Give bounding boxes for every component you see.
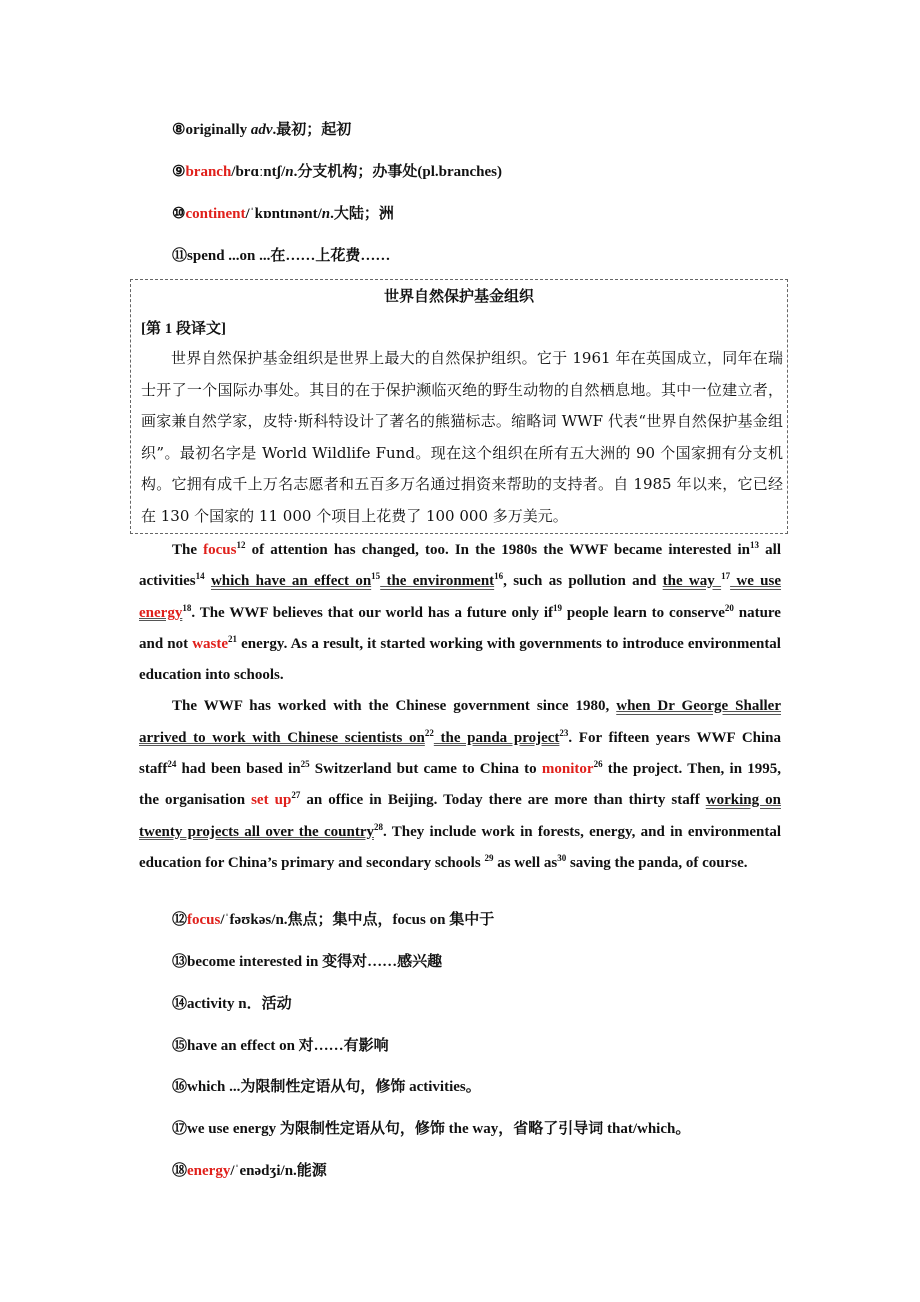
text-run: as well as (493, 854, 558, 871)
text-run: ⑱ (172, 1163, 188, 1179)
passage-paragraph-2 (139, 691, 781, 879)
text-run: working on twenty projects all over the country (139, 792, 781, 840)
footnote-marker: 23 (559, 727, 569, 738)
text-run: waste (192, 635, 229, 652)
text-run: the environment (380, 573, 495, 590)
text-run: /ˈkɒntɪnənt/ (245, 206, 322, 222)
text-run: the project. Then, in 1995, the organisation (139, 761, 781, 809)
footnote-marker: 17 (721, 571, 731, 582)
text-run: which ...为限制性定语从句，修饰 activities。 (187, 1079, 481, 1095)
footnote-marker: 16 (494, 571, 504, 582)
footnote-marker: 30 (557, 852, 567, 863)
text-run: monitor (541, 761, 594, 778)
text-run: energy (187, 1163, 231, 1179)
note-11 (172, 244, 390, 265)
text-run: n (285, 164, 294, 180)
text-run: /ˈfəʊkəs/n.焦点；集中点，focus on 集中于 (220, 912, 495, 928)
text-run: ⑫ (172, 912, 188, 928)
text-run: . They include work in forests, energy, and in environmental education for China’s primary and secondary schools (139, 823, 781, 871)
text-run: ⑨ (172, 164, 186, 180)
text-run: continent (185, 206, 246, 222)
text-run: an office in Beijing. Today there are more than thirty staff (300, 792, 706, 809)
text-run: we use (730, 573, 782, 590)
box-heading: [第 1 段译文] (141, 321, 226, 337)
footnote-marker: 12 (236, 540, 246, 550)
text-run: which have an effect on (210, 573, 372, 590)
note-18 (172, 1159, 327, 1180)
text-run: originally (185, 122, 251, 138)
text-run: the panda project (433, 729, 560, 746)
text-run: focus (203, 542, 237, 558)
text-run: ⑩ (172, 206, 186, 222)
text-run: branch (185, 164, 232, 180)
passage-paragraph-1 (139, 535, 781, 691)
note-17 (172, 1117, 690, 1138)
note-8 (172, 118, 351, 139)
footnote-marker: 22 (424, 727, 434, 738)
text-run: n (321, 206, 331, 222)
text-run: energy. As a result, it started working with governments to introduce environmental education into schools. (139, 635, 781, 684)
text-run: ⑰ (172, 1121, 188, 1137)
text-run: had been based in (176, 761, 301, 778)
text-run: activity n．活动 (187, 996, 292, 1012)
footnote-marker: 24 (167, 759, 177, 770)
text-run: The WWF has worked with the Chinese government since 1980, (172, 698, 617, 715)
text-run: ⑯ (172, 1079, 188, 1095)
text-run: ⑭ (172, 996, 188, 1012)
text-run: of attention has changed, too. In the 1980s the WWF became interested in (245, 542, 751, 558)
text-run: , such as pollution and (503, 573, 663, 590)
text-run: .大陆；洲 (330, 206, 394, 222)
footnote-marker: 28 (373, 821, 383, 832)
text-run: /brɑːntʃ/ (231, 164, 286, 180)
footnote-marker: 21 (228, 633, 238, 644)
note-10 (172, 202, 394, 223)
text-run: adv (250, 122, 273, 138)
box-title: 世界自然保护基金组织 (383, 287, 534, 305)
text-run: become interested in 变得对……感兴趣 (187, 954, 443, 970)
text-run: .最初；起初 (272, 122, 352, 138)
text-run: when Dr George Shaller arrived to work with Chinese scientists on (139, 698, 781, 746)
text-run: have an effect on 对……有影响 (187, 1038, 389, 1054)
footnote-marker: 18 (182, 602, 192, 613)
note-9 (172, 160, 502, 181)
footnote-marker: 19 (553, 602, 563, 613)
footnote-marker: 27 (291, 790, 301, 801)
text-run: all activities (139, 542, 781, 590)
footnote-marker: 25 (300, 759, 310, 770)
text-run: people learn to conserve (562, 604, 725, 621)
footnote-marker: 20 (724, 602, 734, 613)
text-run: we use energy 为限制性定语从句，修饰 the way，省略了引导词 that/which。 (187, 1121, 691, 1137)
text-run: ⑬ (172, 954, 188, 970)
text-run: focus (187, 912, 221, 928)
text-run: /ˈenədʒi/n.能源 (230, 1163, 327, 1179)
reading-passage (139, 535, 781, 879)
footnote-marker: 15 (371, 571, 381, 582)
text-run: ⑮ (172, 1038, 188, 1054)
footnote-marker: 26 (593, 759, 603, 770)
text-run: saving the panda, of course. (566, 854, 748, 871)
text-run: ⑪ (172, 248, 188, 264)
text-run: . For fifteen years WWF China staff (139, 729, 781, 778)
text-run: set up (251, 792, 292, 809)
translation-box (130, 279, 788, 534)
text-run: the way (662, 573, 722, 590)
note-14 (172, 992, 292, 1013)
text-run: spend ...on ...在……上花费…… (187, 248, 391, 264)
note-16 (172, 1075, 481, 1096)
note-12 (172, 908, 494, 929)
box-body: 世界自然保护基金组织是世界上最大的自然保护组织。它于 1961 年在英国成立，同年在瑞士开了一个国际办事处。其目的在于保护濒临灭绝的野生动物的自然栖息地。其中一位建立者，画家兼自然学家，皮特·斯科特设计了著名的熊猫标志。缩略词 WWF 代表“世界自然保护基金组织”。最初名字是 World Wildlife Fund。现在这个组织在所有五大洲的 90 个国家拥有分支机构。它拥有成千上万名志愿者和五百多万名通过捐资来帮助的支持者。自 1985 年以来，它已经在 130 个国家的 11 000 个项目上花费了 100 000 多万美元。 (141, 349, 783, 525)
footnote-marker: 29 (484, 852, 494, 863)
text-run: .分支机构；办事处(pl.branches) (293, 164, 502, 180)
note-13 (172, 950, 442, 971)
text-run: Switzerland but came to China to (309, 761, 542, 778)
text-run: ⑧ (172, 122, 186, 138)
text-run: The (172, 542, 204, 558)
text-run: energy (139, 604, 183, 621)
text-run: nature and not (139, 604, 781, 652)
note-15 (172, 1034, 389, 1055)
footnote-marker: 13 (750, 540, 760, 550)
footnote-marker: 14 (195, 571, 205, 582)
text-run: . The WWF believes that our world has a future only if (191, 604, 554, 621)
